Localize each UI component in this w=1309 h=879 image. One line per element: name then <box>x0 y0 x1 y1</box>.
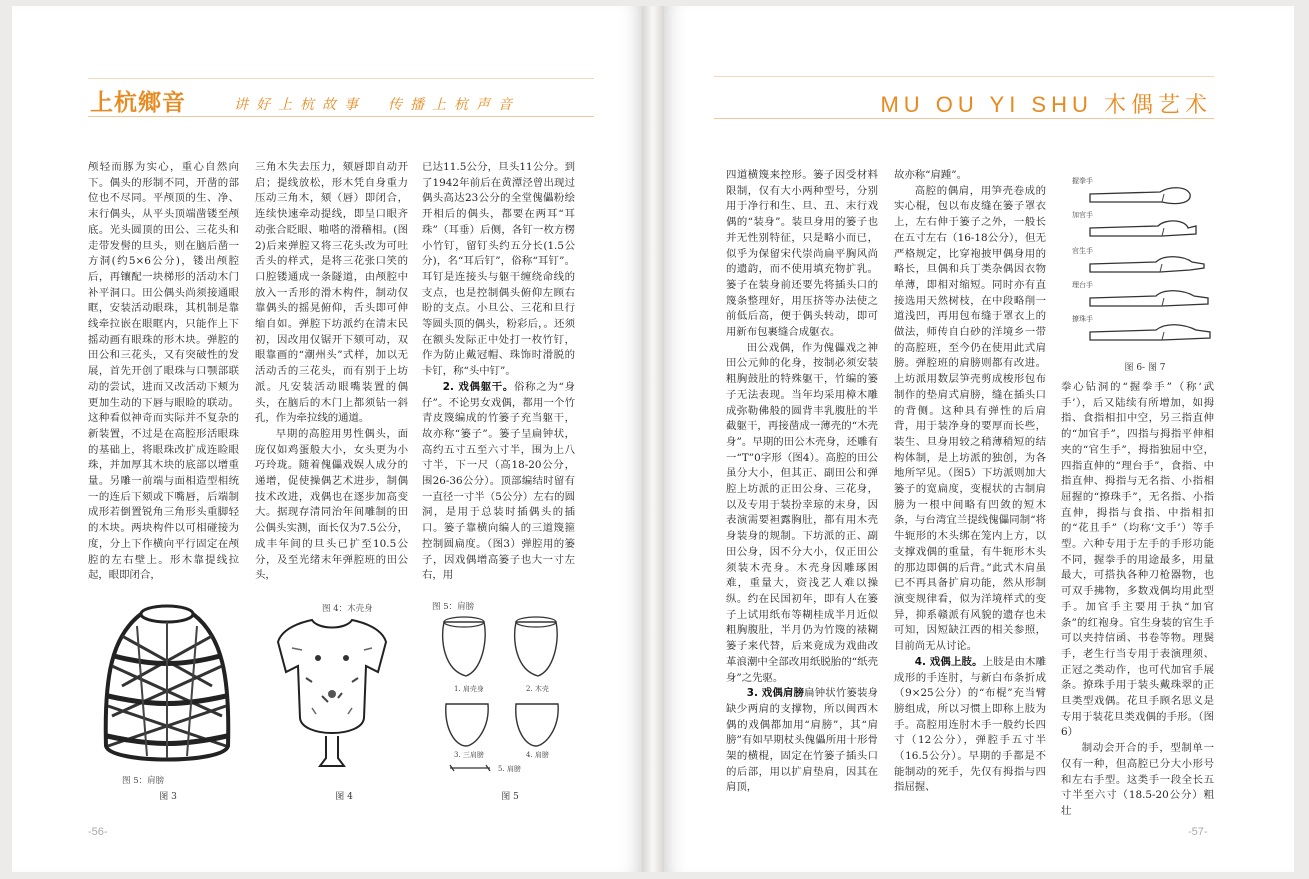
figure-5-label: 5. 肩膀 <box>498 765 521 773</box>
section-text: 俗称之为“身仔”。不论男女戏偶，都用一个竹青皮篾编成的竹篓子充当躯干，故亦称“篓子”。篓子呈扁钟状，高约五寸五至六寸半，围为上八寸半，下一尺（高18-20公分，围26-36公分）。顶部编结时留有一直径一寸半（5公分）左右的圆洞，是用于总装时插偶头的插口。篓子靠横向编人的三道篾箍控制圆扁度。（图3）弹腔用的篓子，因戏偶增高篓子也大一寸左右，用 <box>422 380 576 582</box>
paragraph: 拳心钻洞的“握拳手”（称‘武手’），后又陆续有所增加，如拇指、食指相扣中空，另三指直伸的“加官手”，四指与拇指平伸相夹的“官生手”，拇指独屈中空，四指直伸的“理台手”，食指、中指直伸、拇指与无名指、小指相屈握的“撩珠手”，无名指、小指直伸，拇指与食指、中指相扣的“花且手”（均称‘文手’）等手型。六种专用于左手的手形功能不同，握拳手的用途最多，用量最大，可搭执各种刀枪器物，也可双手拂物，多数戏偶均用此型手。加官手主要用于执“加官条”的红袍身。官生身装的官生手可以夹持信函、书卷等物。理鬓手，老生行当专用于表演理须、正冠之类动作，也可代加官手展条。撩珠手用于装头戴珠翠的正旦类型戏偶。花旦手顾名思义是专用于装花旦类戏偶的手形。（图6） <box>1061 381 1214 739</box>
left-column-2 <box>255 160 408 592</box>
figure-5-caption: 图 5 <box>501 792 519 802</box>
paragraph: 三角木失去压力，颏唇即自动开启；提线放松，形木凭自身重力压动三角木，颏（唇）即闭合，连续快速牵动提线，即呈口眼齐动张合眨眼、啪嗒的滑稽相。(图2)后来弹腔又将三花头改为可吐舌头的样式，是将三花张口笑的口腔镂通成一条隧道，由颅腔中放入一舌形的滑木构件，制动仅靠偶头的摇晃俯仰，舌头即可伸缩自如。弹腔下坊派约在清末民初，因改用仅锯开下颏可动，双眼靠画的“潮州头”式样，加以无活动舌的三花头，而有别于上坊派。凡安装活动眼嘴装置的偶头，在脑后的木门上都须钻一斜孔，作为牵拉线的通道。 <box>255 161 408 425</box>
figure-3 <box>92 596 242 788</box>
wooden-shell-illustration <box>272 598 392 778</box>
paragraph: 颅轻而豚为实心，重心自然向下。偶头的形制不同，开凿的部位也不尽同。平颅顶的生、净、末行偶头，从平头顶端凿镂至颅底。光头圆顶的田公、三花头和走带发髻的旦头，则在脑后凿一方洞(约5×6公分)，镂出颅腔后，再镶配一块梯形的活动木门补平洞口。田公偶头尚须接通眼眶，安装活动眼珠，其机制是靠线牵拉嵌在眼眶内，只能作上下摇动画有眼珠的形木块。弹腔的田公和三花头，又有突破性的发展，首先开创了眼珠与口颚部联动的尝试，进而又改活动下颊为更加生动的下唇与眼睑的联动。这种看似神奇而实际并不复杂的新装置，不过是在高腔形活眼珠的基础上，将眼珠改扩成连睑眼珠，并加厚其木块的底部以增重量。另雕一前端与面相造型相统一的连后下颏或下嘴唇，后端制成形若倒置锐角三角形头重脚轻的木块。两块构件以可相碰接为度，分上下作横向平行固定在颅腔的左右壁上。形木靠提线拉起，眼即闭合， <box>88 161 239 582</box>
figure-5-label: 1. 肩壳身 <box>454 685 484 693</box>
section-heading: 4. 戏偶上肢。 <box>914 655 983 668</box>
page-number-left: -56- <box>88 826 108 838</box>
figure-6-7-caption: 图 6- 图 7 <box>1124 363 1166 373</box>
paragraph: 高腔的偶肩，用笋壳卷成的实心棍，包以布皮缝在篓子罩衣上，左右伸于篓子之外，一般长在五寸左右（16-18公分），但无严格规定，比穿袍披甲偶身用的略长，旦偶和兵丁类杂偶因衣物单薄，即相对缩短。同时亦有直接选用天然树枝，在中段略削一道浅凹，再用包布缝于罩衣上的做法，师传自白砂的洋境乡一带的高腔班，至今仍在使用此式肩膀。弹腔班的肩膀则都有改进。上坊派用数层笋壳剪成梭形包布制作的垫肩式肩膀，缝在插头口的背侧。这种具有弹性的后肩背，用于装净身的要厚而长些，装生、旦身用较之稍薄稍短的结构体制，是上坊派的独创，为各地所罕见。（图5）下坊派则加大篓子的宽扁度，变棍状的古制肩膀为一根中间略有凹敛的短木条，与台湾宜兰提线傀儡同制“将牛轭形的木头绑在笼内上方，以支撑戏偶的重量，有牛轭形木头的那边即偶的后背。”此式木肩虽已不再具备扩肩功能，然从形制演变规律看，似为洋境样式的变异，抑系赣派有风貌的遗存也未可知，因短缺江西的相关参照，目前尚无从讨论。 <box>894 184 1046 653</box>
section-heading: 3. 戏偶肩膀 <box>746 687 805 700</box>
right-column-3 <box>1061 380 1214 817</box>
page-number-right: -57- <box>1188 826 1208 838</box>
figure-5 <box>430 600 580 780</box>
figure-6-7 <box>1070 172 1220 352</box>
paragraph: 制动会开合的手，型制单一仅有一种，但高腔已分大小形号和左右手型。这类手一段全长五寸半至六寸（18.5-20公分）粗壮 <box>1061 742 1214 817</box>
paragraph: 故亦称“肩踵”。 <box>894 169 967 181</box>
paragraph: 已达11.5公分，旦头11公分。到了1942年前后在黄潭泾曾出现过偶头高达23公分的全堂傀儡粉绘开相后的偶头，都要在两耳“耳珠”（耳垂）后侧，各钉一枚方楞小竹钉，留钉头约五分长(1.5公分)，名“耳后钉”，俗称“耳钉”。耳钉是连接头与躯干缠绕命线的支点，也是控制偶头俯仰左顾右盼的支点。小旦公、三花和旦行等圆头顶的偶头，粉彩后，。还须在额头发际正中处打一枚竹钉，作为防止戴冠帽、珠饰时滑脱的卡钉，称“头中钉”。 <box>422 161 575 378</box>
left-page <box>12 6 642 872</box>
figure-5-label: 2. 木壳 <box>526 685 549 693</box>
figure-4 <box>272 598 392 778</box>
magazine-slogan: 讲好上杭故事 传播上杭声音 <box>234 97 520 113</box>
section-text: 扁钟状竹篓装身缺少两肩的支撑物，所以闽西木偶的戏偶都加用“肩膀”，其“肩膀”有如早期杖头傀儡所用十形骨架的横棍，固定在竹篓子插头口的后部，用以扩肩垫肩，因其在肩顶， <box>726 687 879 794</box>
book-gutter <box>642 6 664 872</box>
header-top-rule <box>88 78 594 79</box>
section-text: 上肢是由木雕成形的手连肘，与新白布条折成（9×25公分）的“布棍”充当臂膀组成，所以习惯上即称上肢为手。高腔用连肘木手一般约长四寸（12公分），弹腔手五寸半（16.5公分）。早期的手都是不能制动的死手，先仅有拇指与四指屈握、 <box>894 655 1047 794</box>
right-page <box>664 6 1294 872</box>
figure-4-caption: 图 4 <box>335 792 353 802</box>
paragraph: 田公戏偶，作为傀儡戏之神田公元帅的化身，按制必须安装粗胸鼓肚的特殊躯干，竹编的篓子无法表现。当年均采用樟木雕成弥勒佛般的圆背丰乳腹肚的半截躯干，再接凿成一薄壳的“木壳身”。早期的田公木壳身，还雕有一“T”0字形（图4）。高腔的田公虽分大小，但其正、副田公和弹腔上坊派的正田公身、三花身，以及专用于装扮幸琼的末身，因表演需要袒露胸肚，都有用木壳身装身的规制。下坊派的正、副田公身，因不分大小，仅正田公须装木壳身。木壳身因雕琢困难，重量大，资浅艺人难以操纵。约在民国初年，即有人在篓子上试用纸布等糊桂成半月近似粗胸腹肚，半月仍为竹篾的裱糊篓子来代替，后来竟成为戏曲改革浪潮中全部改用纸脱胎的“纸壳身”之先驱。 <box>726 341 878 684</box>
hand-label: 加官手 <box>1072 211 1093 219</box>
figure-5-label: 3. 三肩膀 <box>454 751 484 759</box>
figure-3-caption: 图 3 <box>159 792 177 802</box>
column-title: MU OU YI SHU 木偶艺术 <box>880 92 1212 117</box>
hand-label: 官生手 <box>1072 247 1093 255</box>
figure-5-inner-label: 图 5：肩膀 <box>432 602 475 612</box>
section-heading: 2. 戏偶躯干。 <box>442 380 515 393</box>
paragraph-limbs <box>894 655 1046 796</box>
figure-4-inner-label: 图 4：木壳身 <box>322 604 373 614</box>
paragraph-shoulder <box>726 686 878 796</box>
shoulder-pieces-illustration <box>430 600 580 780</box>
paragraph: 四道横篾来控形。篓子因受材料限制，仅有大小两种型号，分别用于净行和生、旦、丑、末行戏偶的“装身”。装旦身用的篓子也并无性别特征，只是略小而已，似乎为保留宋代崇尚扁平胸风尚的遗韵，而不使用填充物扩乳。篓子在装身前还要先将插头口的篾条整理好，用压挤等办法使之前低后高，便于偶头转动，即可用新布包裹缝合成躯衣。 <box>726 169 878 339</box>
magazine-logo: 上杭鄉音 <box>90 90 186 116</box>
figure-5-label: 4. 肩膀 <box>526 751 549 759</box>
paragraph-torso <box>422 380 575 584</box>
right-column-2 <box>894 168 1046 800</box>
header-rule <box>714 118 1214 119</box>
header-rule <box>88 116 594 117</box>
left-column-1 <box>88 160 239 592</box>
hand-label: 握拳手 <box>1072 177 1093 185</box>
bamboo-torso-illustration <box>92 596 242 788</box>
hand-label: 撩珠手 <box>1072 315 1093 323</box>
left-column-3 <box>422 160 575 592</box>
right-column-1 <box>726 168 878 800</box>
hand-types-illustration <box>1070 172 1220 352</box>
hand-label: 理台手 <box>1072 281 1093 289</box>
figure-3-inner-label: 图 5：肩膀 <box>122 776 165 786</box>
paragraph: 早期的高腔用男性偶头，面庞仅如鸡蛋般大小，女头更为小巧玲珑。随着傀儡戏娱人成分的递增，促使操偶艺术进步，制偶技术改进，戏偶也在逐步加高变大。据现存清同治年间雕制的田公偶头实测，面长仅为7.5公分，成丰年间的旦头已扩至10.5公分，及至光绪末年弹腔班的田公头， <box>255 427 408 582</box>
header-top-rule <box>714 76 1214 77</box>
